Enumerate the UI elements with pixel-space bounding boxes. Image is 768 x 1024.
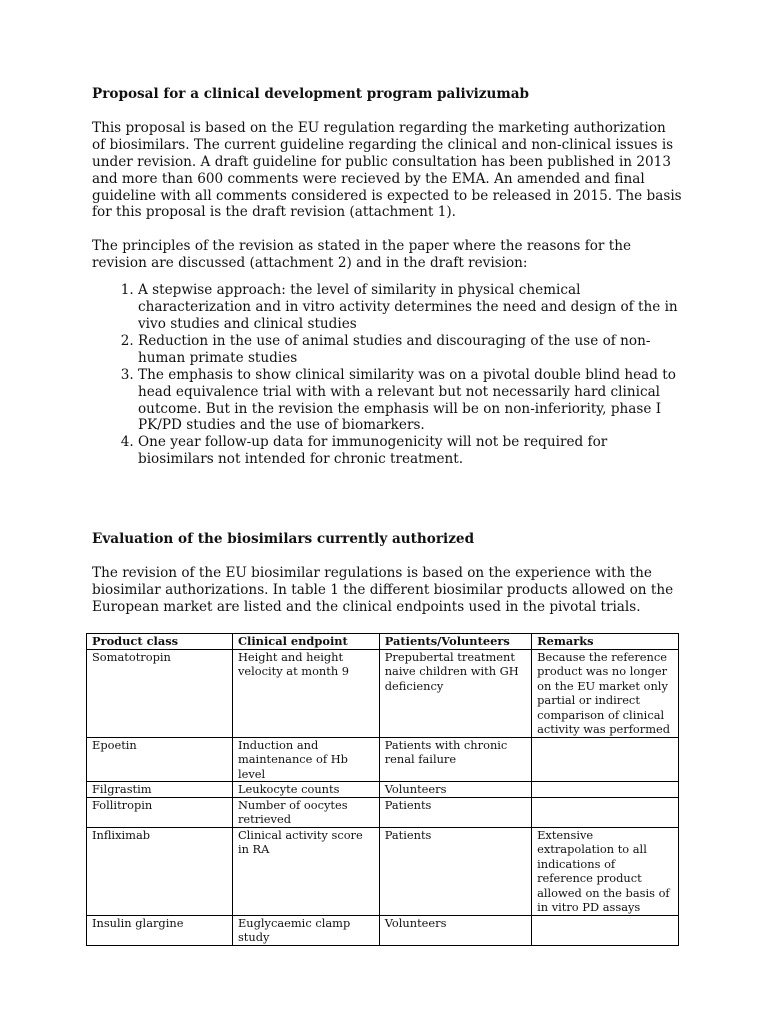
- table-header-row: [87, 634, 679, 650]
- cell-clinical-endpoint: Leukocyte counts: [232, 782, 379, 798]
- cell-clinical-endpoint: Induction and maintenance of Hb level: [232, 737, 379, 782]
- principles-list: [92, 282, 682, 468]
- cell-product-class: Somatotropin: [87, 649, 233, 737]
- principle-item: 3. The emphasis to show clinical similarity was on a pivotal double blind head to head equivalence trial with with a relevant but not necessarily hard clinical outcome. But in the revision the emphasis will be on non-inferiority, phase I PK/PD studies and the use of biomarkers.: [138, 367, 682, 435]
- table-row: [87, 649, 679, 737]
- evaluation-section: [92, 531, 682, 616]
- cell-patients: Prepubertal treatment naive children with GH deficiency: [379, 649, 531, 737]
- cell-product-class: Insulin glargine: [87, 915, 233, 945]
- table-row: [87, 915, 679, 945]
- cell-product-class: Epoetin: [87, 737, 233, 782]
- cell-remarks: Extensive extrapolation to all indications of reference product allowed on the basis of in vitro PD assays: [532, 827, 679, 915]
- cell-product-class: Filgrastim: [87, 782, 233, 798]
- principle-item: 2. Reduction in the use of animal studies and discouraging of the use of non-human primate studies: [138, 333, 682, 367]
- cell-clinical-endpoint: Number of oocytes retrieved: [232, 797, 379, 827]
- biosimilar-products-table: [86, 633, 679, 946]
- table-row: [87, 797, 679, 827]
- cell-clinical-endpoint: Height and height velocity at month 9: [232, 649, 379, 737]
- cell-remarks: [532, 782, 679, 798]
- cell-patients: Patients: [379, 797, 531, 827]
- cell-product-class: Follitropin: [87, 797, 233, 827]
- header-patients-volunteers: Patients/Volunteers: [379, 634, 531, 650]
- evaluation-paragraph: The revision of the EU biosimilar regulations is based on the experience with the biosimilar authorizations. In table 1 the different biosimilar products allowed on the European market are listed and the clinical endpoints used in the pivotal trials.: [92, 564, 674, 615]
- cell-remarks: [532, 737, 679, 782]
- intro-paragraph-1: This proposal is based on the EU regulation regarding the marketing authorization of biosimilars. The current guideline regarding the clinical and non-clinical issues is under revision. A draft guideline for public consultation has been published in 2013 and more than 600 comments were recieved by the EMA. An amended and final guideline with all comments considered is expected to be released in 2015. The basis for this proposal is the draft revision (attachment 1).: [92, 119, 682, 221]
- header-product-class: Product class: [87, 634, 233, 650]
- table-row: [87, 827, 679, 915]
- cell-remarks: Because the reference product was no longer on the EU market only partial or indirect comparison of clinical activity was performed: [532, 649, 679, 737]
- table-row: [87, 782, 679, 798]
- intro-paragraph-2: The principles of the revision as stated in the paper where the reasons for the revision are discussed (attachment 2) and in the draft revision:: [92, 238, 632, 272]
- principle-item: 1. A stepwise approach: the level of similarity in physical chemical characterization and in vitro activity determines the need and design of the in vivo studies and clinical studies: [138, 282, 682, 333]
- header-remarks: Remarks: [532, 634, 679, 650]
- principle-item: 4. One year follow-up data for immunogenicity will not be required for biosimilars not intended for chronic treatment.: [138, 434, 682, 468]
- document-title: Proposal for a clinical development program palivizumab: [92, 86, 530, 102]
- table-row: [87, 737, 679, 782]
- header-clinical-endpoint: Clinical endpoint: [232, 634, 379, 650]
- cell-remarks: [532, 797, 679, 827]
- cell-clinical-endpoint: Clinical activity score in RA: [232, 827, 379, 915]
- cell-remarks: [532, 915, 679, 945]
- proposal-section: [92, 86, 682, 468]
- cell-clinical-endpoint: Euglycaemic clamp study: [232, 915, 379, 945]
- cell-product-class: Infliximab: [87, 827, 233, 915]
- cell-patients: Patients: [379, 827, 531, 915]
- section-heading: Evaluation of the biosimilars currently authorized: [92, 531, 475, 547]
- cell-patients: Patients with chronic renal failure: [379, 737, 531, 782]
- cell-patients: Volunteers: [379, 782, 531, 798]
- cell-patients: Volunteers: [379, 915, 531, 945]
